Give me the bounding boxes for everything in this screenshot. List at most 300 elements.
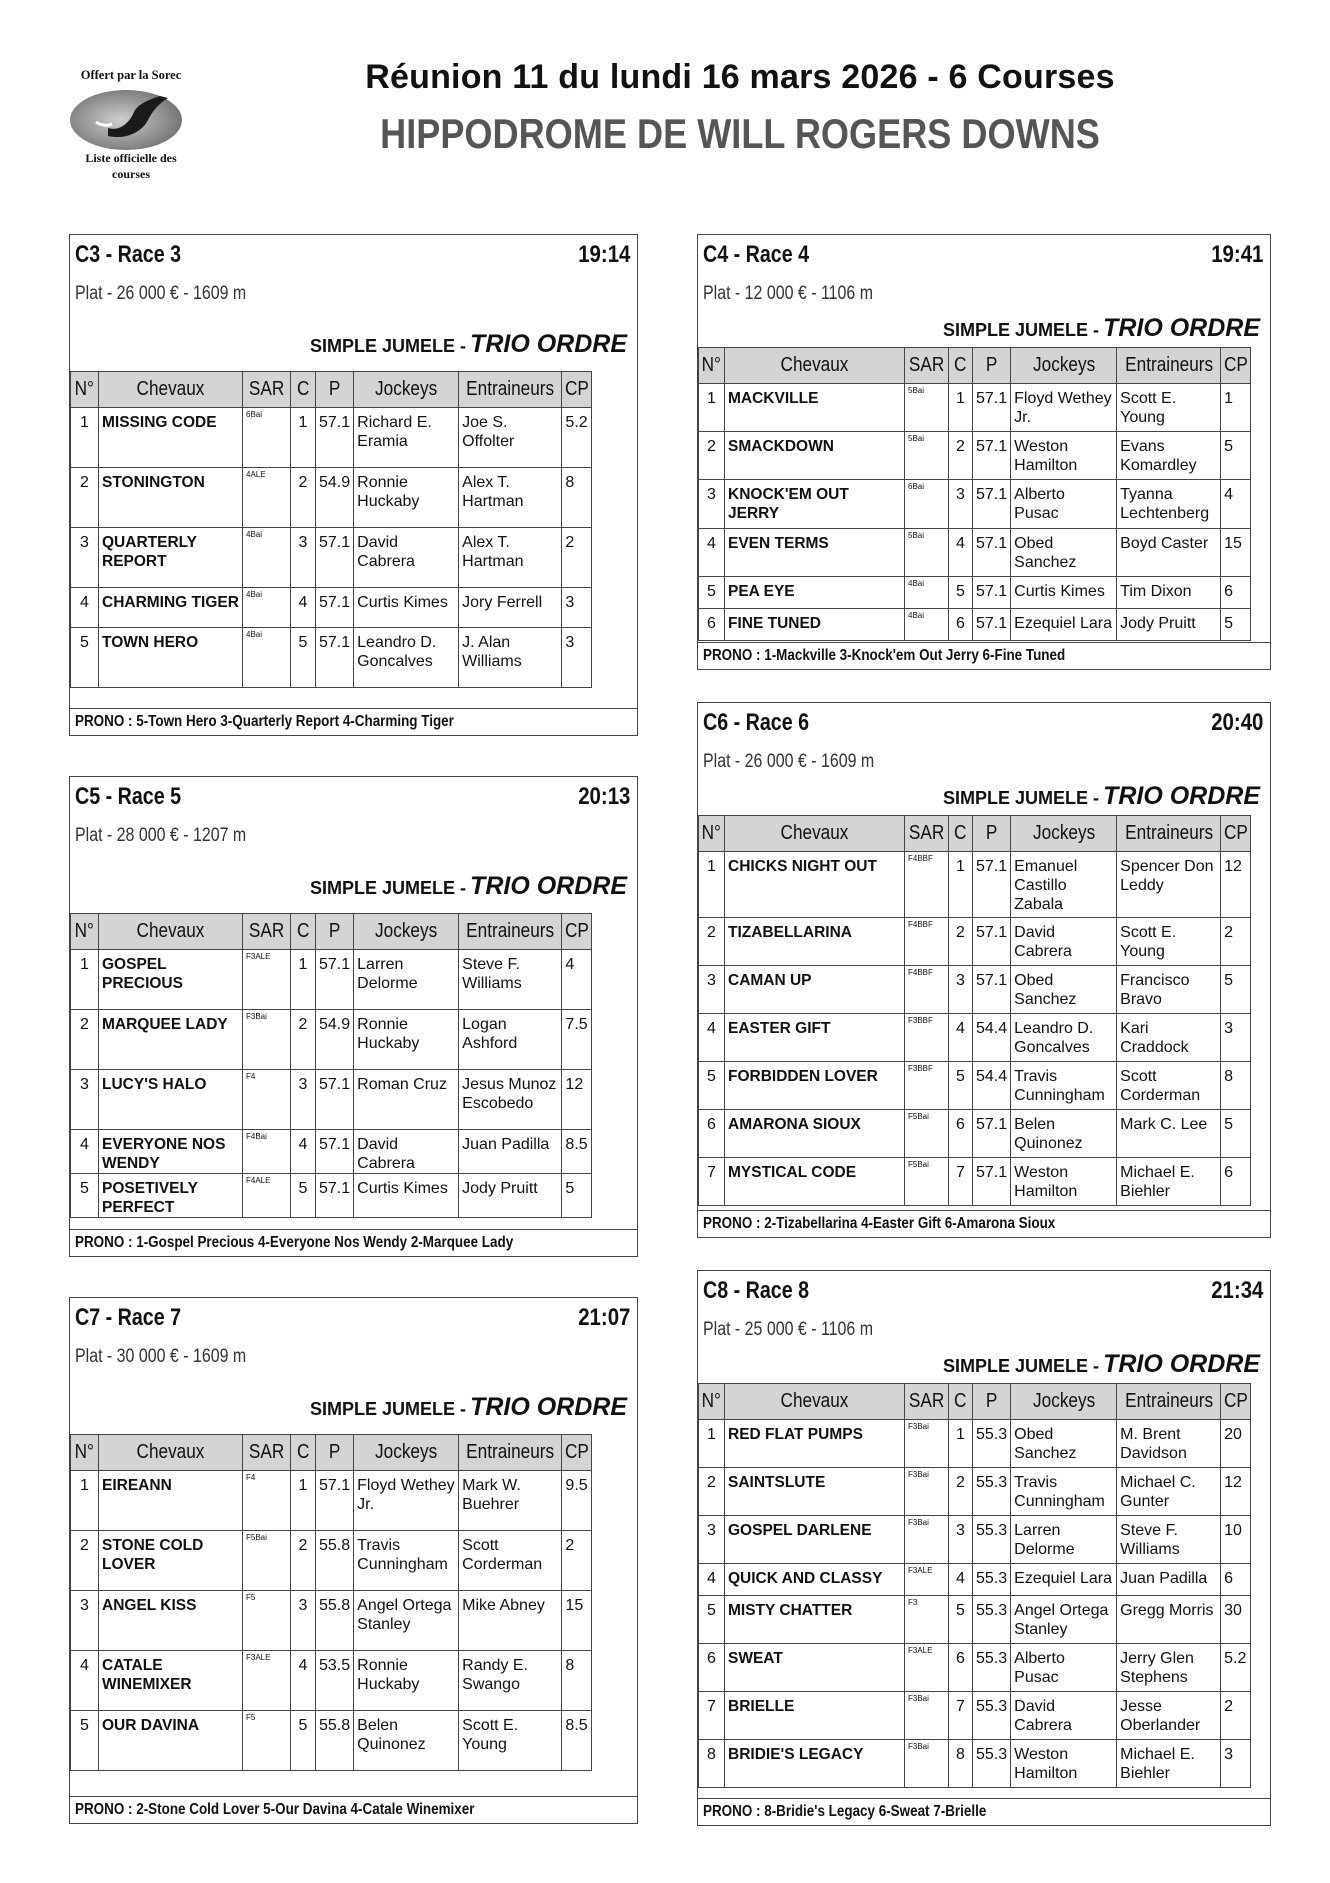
prono-text: PRONO : 5-Town Hero 3-Quarterly Report 4-Charming Tiger <box>75 713 454 730</box>
bet-types <box>943 314 1260 343</box>
odds-cp: 5 <box>1221 966 1251 1014</box>
horse-name: EIREANN <box>99 1471 243 1531</box>
bet-trio-ordre: TRIO ORDRE <box>470 872 627 900</box>
race-info: Plat - 30 000 € - 1609 m <box>75 1346 247 1367</box>
col-sar-header: SAR <box>905 816 949 852</box>
prono-line <box>698 642 1270 669</box>
runner-number: 5 <box>71 628 99 688</box>
jockey-name: Angel Ortega Stanley <box>354 1591 459 1651</box>
weight: 57.1 <box>973 966 1011 1014</box>
trainer-name: J. Alan Williams <box>459 628 562 688</box>
horse-name: CHICKS NIGHT OUT <box>725 852 905 918</box>
race-info: Plat - 26 000 € - 1609 m <box>703 751 875 772</box>
prono-line <box>70 1229 637 1256</box>
runners-table <box>698 1383 1251 1788</box>
meeting-title: Réunion 11 du lundi 16 mars 2026 - 6 Courses <box>365 58 1115 96</box>
col-p-header: P <box>973 816 1011 852</box>
table-row <box>699 1644 1251 1692</box>
odds-cp: 1 <box>1221 384 1251 432</box>
runner-number: 1 <box>699 1420 725 1468</box>
horse-sar: F3Bai <box>905 1420 949 1468</box>
col-cp-header: CP <box>1221 816 1251 852</box>
draw-position: 2 <box>949 1468 973 1516</box>
jockey-name: Ronnie Huckaby <box>354 1651 459 1711</box>
col-p-header: P <box>316 914 354 950</box>
runner-number: 5 <box>699 577 725 609</box>
draw-position: 2 <box>291 468 316 528</box>
runner-number: 4 <box>71 1130 99 1174</box>
table-header-row <box>71 1435 592 1471</box>
trainer-name: Evans Komardley <box>1117 432 1221 480</box>
trainer-name: Scott E. Young <box>459 1711 562 1771</box>
jockey-name: Leandro D. Goncalves <box>1011 1014 1117 1062</box>
col-jockey-header: Jockeys <box>1011 1384 1117 1420</box>
jockey-name: Curtis Kimes <box>354 1174 459 1218</box>
jockey-name: Ezequiel Lara <box>1011 609 1117 641</box>
draw-position: 4 <box>949 1564 973 1596</box>
weight: 53.5 <box>316 1651 354 1711</box>
jockey-name: David Cabrera <box>1011 1692 1117 1740</box>
horse-name: QUARTERLY REPORT <box>99 528 243 588</box>
horse-sar: F4BBF <box>905 852 949 918</box>
table-row <box>71 1010 592 1070</box>
race-title: C3 - Race 3 <box>75 241 182 268</box>
draw-position: 3 <box>949 1516 973 1564</box>
horse-name: OUR DAVINA <box>99 1711 243 1771</box>
weight: 57.1 <box>973 480 1011 529</box>
odds-cp: 8 <box>562 1651 592 1711</box>
draw-position: 5 <box>949 1596 973 1644</box>
odds-cp: 4 <box>1221 480 1251 529</box>
horse-sar: F3Bai <box>905 1692 949 1740</box>
runner-number: 4 <box>699 1014 725 1062</box>
col-trainer-header: Entraineurs <box>459 1435 562 1471</box>
runner-number: 3 <box>699 1516 725 1564</box>
runner-number: 1 <box>71 950 99 1010</box>
horse-name: GOSPEL PRECIOUS <box>99 950 243 1010</box>
runner-number: 2 <box>71 1010 99 1070</box>
jockey-name: David Cabrera <box>354 1130 459 1174</box>
bet-trio-ordre: TRIO ORDRE <box>470 330 627 358</box>
horse-name: GOSPEL DARLENE <box>725 1516 905 1564</box>
horse-sar: 4Bai <box>243 528 291 588</box>
bet-types <box>310 330 627 359</box>
jockey-name: Floyd Wethey Jr. <box>1011 384 1117 432</box>
col-horse-header: Chevaux <box>99 372 243 408</box>
horse-sar: 5Bai <box>905 432 949 480</box>
bet-simple-jumele: SIMPLE JUMELE - <box>943 320 1100 340</box>
trainer-name: Scott E. Young <box>1117 918 1221 966</box>
draw-position: 7 <box>949 1158 973 1206</box>
horse-sar: 4Bai <box>905 577 949 609</box>
trainer-name: M. Brent Davidson <box>1117 1420 1221 1468</box>
horse-name: BRIELLE <box>725 1692 905 1740</box>
race-time: 21:07 <box>577 1304 630 1331</box>
jockey-name: David Cabrera <box>354 528 459 588</box>
col-jockey-header: Jockeys <box>354 372 459 408</box>
odds-cp: 12 <box>1221 852 1251 918</box>
odds-cp: 15 <box>1221 529 1251 577</box>
odds-cp: 6 <box>1221 577 1251 609</box>
race-title: C8 - Race 8 <box>703 1277 810 1304</box>
trainer-name: Jody Pruitt <box>1117 609 1221 641</box>
table-row <box>699 1110 1251 1158</box>
horse-sar: F5Bai <box>905 1158 949 1206</box>
table-header-row <box>699 816 1251 852</box>
horse-name: FORBIDDEN LOVER <box>725 1062 905 1110</box>
horse-name: EVERYONE NOS WENDY <box>99 1130 243 1174</box>
table-row <box>699 1564 1251 1596</box>
trainer-name: Tyanna Lechtenberg <box>1117 480 1221 529</box>
horse-sar: F3Bai <box>905 1740 949 1788</box>
horse-sar: F3 <box>905 1596 949 1644</box>
draw-position: 2 <box>949 432 973 480</box>
table-row <box>699 1692 1251 1740</box>
venue-title: HIPPODROME DE WILL ROGERS DOWNS <box>380 110 1100 157</box>
runner-number: 7 <box>699 1158 725 1206</box>
col-p-header: P <box>316 372 354 408</box>
trainer-name: Francisco Bravo <box>1117 966 1221 1014</box>
draw-position: 2 <box>291 1531 316 1591</box>
col-c-header: C <box>291 1435 316 1471</box>
col-sar-header: SAR <box>905 1384 949 1420</box>
odds-cp: 15 <box>562 1591 592 1651</box>
col-p-header: P <box>973 1384 1011 1420</box>
weight: 57.1 <box>973 609 1011 641</box>
logo-top-text: Offert par la Sorec <box>80 68 182 82</box>
race-title: C5 - Race 5 <box>75 783 182 810</box>
prono-line <box>698 1798 1270 1825</box>
table-row <box>71 950 592 1010</box>
horse-sar: F5 <box>243 1711 291 1771</box>
runner-number: 5 <box>699 1596 725 1644</box>
trainer-name: Juan Padilla <box>459 1130 562 1174</box>
runners-table <box>698 815 1251 1206</box>
runner-number: 4 <box>699 529 725 577</box>
col-trainer-header: Entraineurs <box>1117 348 1221 384</box>
odds-cp: 8.5 <box>562 1711 592 1771</box>
runner-number: 4 <box>699 1564 725 1596</box>
draw-position: 1 <box>949 852 973 918</box>
draw-position: 6 <box>949 1110 973 1158</box>
odds-cp: 8.5 <box>562 1130 592 1174</box>
horse-logo-icon <box>68 82 194 152</box>
race-card <box>69 1297 638 1824</box>
race-time: 20:13 <box>577 783 630 810</box>
trainer-name: Mark C. Lee <box>1117 1110 1221 1158</box>
horse-sar: F4BBF <box>905 918 949 966</box>
race-time: 21:34 <box>1210 1277 1263 1304</box>
table-row <box>71 588 592 628</box>
runner-number: 2 <box>71 468 99 528</box>
race-time: 19:41 <box>1210 241 1263 268</box>
runner-number: 2 <box>699 432 725 480</box>
trainer-name: Juan Padilla <box>1117 1564 1221 1596</box>
jockey-name: Richard E. Eramia <box>354 408 459 468</box>
horse-name: AMARONA SIOUX <box>725 1110 905 1158</box>
horse-sar: F3Bai <box>243 1010 291 1070</box>
horse-name: BRIDIE'S LEGACY <box>725 1740 905 1788</box>
jockey-name: Weston Hamilton <box>1011 1740 1117 1788</box>
jockey-name: Angel Ortega Stanley <box>1011 1596 1117 1644</box>
weight: 57.1 <box>316 1070 354 1130</box>
odds-cp: 2 <box>562 1531 592 1591</box>
col-cp-header: CP <box>562 914 592 950</box>
col-sar-header: SAR <box>243 372 291 408</box>
weight: 57.1 <box>316 588 354 628</box>
horse-name: CAMAN UP <box>725 966 905 1014</box>
draw-position: 3 <box>291 1591 316 1651</box>
horse-sar: F4ALE <box>243 1174 291 1218</box>
runner-number: 5 <box>699 1062 725 1110</box>
table-row <box>71 468 592 528</box>
table-row <box>699 1596 1251 1644</box>
draw-position: 8 <box>949 1740 973 1788</box>
bet-simple-jumele: SIMPLE JUMELE - <box>310 336 467 356</box>
odds-cp: 8 <box>1221 1062 1251 1110</box>
weight: 57.1 <box>316 950 354 1010</box>
weight: 55.3 <box>973 1468 1011 1516</box>
jockey-name: Ezequiel Lara <box>1011 1564 1117 1596</box>
col-number-header: N° <box>71 914 99 950</box>
horse-name: PEA EYE <box>725 577 905 609</box>
horse-name: LUCY'S HALO <box>99 1070 243 1130</box>
weight: 57.1 <box>973 529 1011 577</box>
race-time: 20:40 <box>1210 709 1263 736</box>
horse-name: TOWN HERO <box>99 628 243 688</box>
horse-sar: F4Bai <box>243 1130 291 1174</box>
horse-sar: 4Bai <box>243 588 291 628</box>
horse-name: MISTY CHATTER <box>725 1596 905 1644</box>
table-row <box>71 1471 592 1531</box>
col-trainer-header: Entraineurs <box>1117 816 1221 852</box>
horse-name: EVEN TERMS <box>725 529 905 577</box>
odds-cp: 5 <box>562 1174 592 1218</box>
horse-sar: F3Bai <box>905 1468 949 1516</box>
trainer-name: Gregg Morris <box>1117 1596 1221 1644</box>
trainer-name: Spencer Don Leddy <box>1117 852 1221 918</box>
horse-name: EASTER GIFT <box>725 1014 905 1062</box>
draw-position: 7 <box>949 1692 973 1740</box>
odds-cp: 5.2 <box>1221 1644 1251 1692</box>
horse-name: STONINGTON <box>99 468 243 528</box>
odds-cp: 9.5 <box>562 1471 592 1531</box>
table-row <box>71 628 592 688</box>
bet-types <box>943 1350 1260 1379</box>
odds-cp: 5.2 <box>562 408 592 468</box>
trainer-name: Boyd Caster <box>1117 529 1221 577</box>
race-card <box>697 702 1271 1238</box>
draw-position: 6 <box>949 1644 973 1692</box>
draw-position: 2 <box>291 1010 316 1070</box>
jockey-name: Travis Cunningham <box>1011 1062 1117 1110</box>
race-info: Plat - 28 000 € - 1207 m <box>75 825 247 846</box>
odds-cp: 2 <box>1221 1692 1251 1740</box>
prono-text: PRONO : 8-Bridie's Legacy 6-Sweat 7-Brielle <box>703 1803 987 1820</box>
weight: 54.4 <box>973 1014 1011 1062</box>
trainer-name: Alex T. Hartman <box>459 468 562 528</box>
jockey-name: Obed Sanchez <box>1011 1420 1117 1468</box>
runner-number: 6 <box>699 1110 725 1158</box>
col-sar-header: SAR <box>243 1435 291 1471</box>
horse-sar: 5Bai <box>905 529 949 577</box>
jockey-name: Belen Quinonez <box>1011 1110 1117 1158</box>
prono-text: PRONO : 1-Gospel Precious 4-Everyone Nos Wendy 2-Marquee Lady <box>75 1234 514 1251</box>
runner-number: 2 <box>699 918 725 966</box>
runner-number: 5 <box>71 1711 99 1771</box>
col-number-header: N° <box>699 1384 725 1420</box>
odds-cp: 5 <box>1221 1110 1251 1158</box>
col-p-header: P <box>973 348 1011 384</box>
trainer-name: Jody Pruitt <box>459 1174 562 1218</box>
weight: 55.3 <box>973 1564 1011 1596</box>
trainer-name: Randy E. Swango <box>459 1651 562 1711</box>
bet-simple-jumele: SIMPLE JUMELE - <box>310 1399 467 1419</box>
draw-position: 4 <box>291 1651 316 1711</box>
trainer-name: Scott Corderman <box>1117 1062 1221 1110</box>
odds-cp: 8 <box>562 468 592 528</box>
race-time: 19:14 <box>577 241 630 268</box>
horse-name: POSETIVELY PERFECT <box>99 1174 243 1218</box>
table-row <box>699 918 1251 966</box>
table-row <box>699 1158 1251 1206</box>
draw-position: 1 <box>949 1420 973 1468</box>
trainer-name: Mark W. Buehrer <box>459 1471 562 1531</box>
table-header-row <box>699 1384 1251 1420</box>
jockey-name: Leandro D. Goncalves <box>354 628 459 688</box>
col-trainer-header: Entraineurs <box>459 914 562 950</box>
odds-cp: 7.5 <box>562 1010 592 1070</box>
runner-number: 2 <box>71 1531 99 1591</box>
col-number-header: N° <box>71 1435 99 1471</box>
jockey-name: Weston Hamilton <box>1011 1158 1117 1206</box>
table-row <box>699 1468 1251 1516</box>
trainer-name: Jesus Munoz Escobedo <box>459 1070 562 1130</box>
jockey-name: Alberto Pusac <box>1011 480 1117 529</box>
horse-sar: 4Bai <box>905 609 949 641</box>
jockey-name: David Cabrera <box>1011 918 1117 966</box>
horse-name: MARQUEE LADY <box>99 1010 243 1070</box>
draw-position: 5 <box>291 1174 316 1218</box>
weight: 55.3 <box>973 1692 1011 1740</box>
table-header-row <box>699 348 1251 384</box>
table-row <box>699 1014 1251 1062</box>
jockey-name: Travis Cunningham <box>354 1531 459 1591</box>
horse-name: SMACKDOWN <box>725 432 905 480</box>
horse-name: MISSING CODE <box>99 408 243 468</box>
horse-sar: F4BBF <box>905 966 949 1014</box>
odds-cp: 12 <box>562 1070 592 1130</box>
draw-position: 5 <box>949 577 973 609</box>
bet-types <box>310 1393 627 1422</box>
odds-cp: 5 <box>1221 609 1251 641</box>
jockey-name: Obed Sanchez <box>1011 966 1117 1014</box>
weight: 57.1 <box>973 1110 1011 1158</box>
weight: 57.1 <box>316 1471 354 1531</box>
runner-number: 3 <box>699 966 725 1014</box>
col-horse-header: Chevaux <box>725 816 905 852</box>
draw-position: 1 <box>291 950 316 1010</box>
bet-types <box>310 872 627 901</box>
trainer-name: Scott Corderman <box>459 1531 562 1591</box>
trainer-name: Logan Ashford <box>459 1010 562 1070</box>
trainer-name: Tim Dixon <box>1117 577 1221 609</box>
col-horse-header: Chevaux <box>725 1384 905 1420</box>
horse-name: ANGEL KISS <box>99 1591 243 1651</box>
horse-sar: F3ALE <box>243 1651 291 1711</box>
horse-name: SWEAT <box>725 1644 905 1692</box>
runner-number: 3 <box>71 1070 99 1130</box>
horse-name: CHARMING TIGER <box>99 588 243 628</box>
horse-name: SAINTSLUTE <box>725 1468 905 1516</box>
horse-sar: F3BBF <box>905 1014 949 1062</box>
col-sar-header: SAR <box>905 348 949 384</box>
runner-number: 7 <box>699 1692 725 1740</box>
horse-sar: F3ALE <box>905 1564 949 1596</box>
runner-number: 3 <box>699 480 725 529</box>
trainer-name: Mike Abney <box>459 1591 562 1651</box>
prono-line <box>70 1796 637 1823</box>
table-row <box>699 529 1251 577</box>
trainer-name: Jesse Oberlander <box>1117 1692 1221 1740</box>
race-card <box>697 234 1271 670</box>
weight: 57.1 <box>973 432 1011 480</box>
table-row <box>699 480 1251 529</box>
draw-position: 4 <box>949 529 973 577</box>
odds-cp: 4 <box>562 950 592 1010</box>
horse-name: CATALE WINEMIXER <box>99 1651 243 1711</box>
table-row <box>699 852 1251 918</box>
col-jockey-header: Jockeys <box>1011 348 1117 384</box>
draw-position: 6 <box>949 609 973 641</box>
odds-cp: 3 <box>562 588 592 628</box>
col-c-header: C <box>949 1384 973 1420</box>
runners-table <box>698 347 1251 641</box>
table-row <box>699 384 1251 432</box>
runner-number: 1 <box>71 408 99 468</box>
horse-name: MYSTICAL CODE <box>725 1158 905 1206</box>
draw-position: 3 <box>949 480 973 529</box>
table-row <box>699 577 1251 609</box>
horse-sar: 4Bai <box>243 628 291 688</box>
table-row <box>71 1130 592 1174</box>
race-card <box>697 1270 1271 1826</box>
table-row <box>71 1651 592 1711</box>
horse-sar: 5Bai <box>905 384 949 432</box>
jockey-name: Emanuel Castillo Zabala <box>1011 852 1117 918</box>
weight: 55.8 <box>316 1531 354 1591</box>
weight: 55.3 <box>973 1516 1011 1564</box>
horse-name: RED FLAT PUMPS <box>725 1420 905 1468</box>
horse-name: FINE TUNED <box>725 609 905 641</box>
bet-simple-jumele: SIMPLE JUMELE - <box>310 878 467 898</box>
col-cp-header: CP <box>1221 1384 1251 1420</box>
weight: 55.3 <box>973 1740 1011 1788</box>
runner-number: 8 <box>699 1740 725 1788</box>
trainer-name: Alex T. Hartman <box>459 528 562 588</box>
col-jockey-header: Jockeys <box>354 914 459 950</box>
table-row <box>699 1740 1251 1788</box>
table-row <box>71 528 592 588</box>
runner-number: 3 <box>71 1591 99 1651</box>
horse-sar: F3Bai <box>905 1516 949 1564</box>
weight: 57.1 <box>973 1158 1011 1206</box>
jockey-name: Belen Quinonez <box>354 1711 459 1771</box>
race-info: Plat - 26 000 € - 1609 m <box>75 283 247 304</box>
table-header-row <box>71 372 592 408</box>
col-c-header: C <box>291 372 316 408</box>
runner-number: 1 <box>71 1471 99 1531</box>
